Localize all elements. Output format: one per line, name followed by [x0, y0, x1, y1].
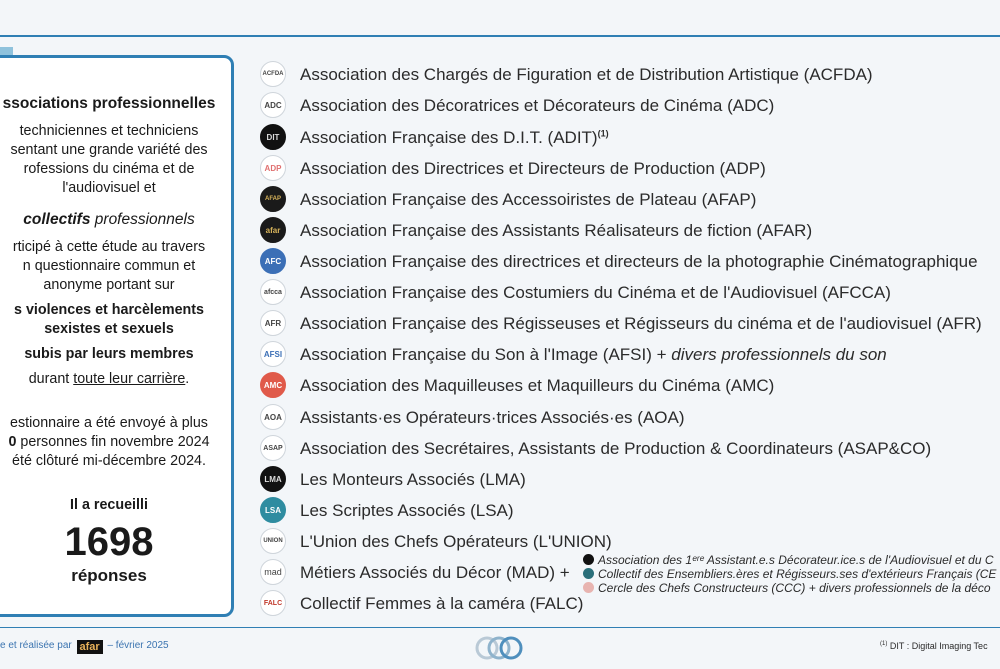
panel-sent-line — [0, 433, 234, 452]
union-logo-icon: UNION — [260, 528, 286, 554]
partner-name: Association des 1ᵉʳᵉ Assistant.e.s Décorateur.ice.s de l'Audiovisuel et du C — [598, 553, 994, 567]
panel-line: techniciennes et techniciens — [19, 123, 199, 139]
association-extra: divers professionnels du son — [671, 345, 887, 364]
footnote — [880, 641, 988, 651]
association-name: Association des Maquilleuses et Maquilleurs du Cinéma (AMC) — [300, 376, 775, 395]
response-label: réponses — [71, 566, 147, 585]
association-row-afar — [258, 215, 1000, 246]
footnote-text: DIT : Digital Imaging Tec — [889, 641, 988, 651]
afsi-logo-icon: AFSI — [260, 341, 286, 367]
afcca-logo-icon: afcca — [260, 279, 286, 305]
rings-logo-icon — [473, 635, 525, 661]
association-name: Association Française des D.I.T. (ADIT) — [300, 128, 598, 147]
association-row-adit — [258, 122, 1000, 153]
amc-logo-icon: AMC — [260, 372, 286, 398]
footer-date: – février 2025 — [107, 640, 169, 651]
partner-name: Collectif des Ensembliers.ères et Régisseurs.ses d'extérieurs Français (CE — [598, 567, 997, 581]
partner-name: Cercle des Chefs Constructeurs (CCC) + divers professionnels de la déco — [598, 581, 991, 595]
lsa-logo-icon: LSA — [260, 497, 286, 523]
association-name: Association Française des Accessoiristes de Plateau (AFAP) — [300, 190, 757, 209]
association-name: Association Française des Assistants Réalisateurs de fiction (AFAR) — [300, 221, 813, 240]
association-row-afcca — [258, 277, 1000, 308]
aoa-logo-icon: AOA — [260, 404, 286, 430]
footer-credit — [0, 640, 169, 654]
panel-line: été clôturé mi-décembre 2024. — [12, 453, 206, 469]
partner-logo-icon — [583, 554, 594, 565]
footnote-marker: (1) — [597, 128, 609, 139]
partner-logo-icon — [583, 582, 594, 593]
association-name: Association des Chargés de Figuration et de Distribution Artistique (ACFDA) — [300, 65, 873, 84]
acfda-logo-icon: ACFDA — [260, 61, 286, 87]
panel-underlined: toute leur carrière — [73, 371, 186, 387]
association-name: Association des Secrétaires, Assistants de Production & Coordinateurs (ASAP&CO) — [300, 439, 932, 458]
panel-text: personnes fin novembre 2024 — [16, 434, 210, 450]
panel-collectifs-line — [0, 210, 234, 229]
association-name: Association Française des Costumiers du Cinéma et de l'Audiovisuel (AFCCA) — [300, 283, 891, 302]
afc-logo-icon: AFC — [260, 248, 286, 274]
panel-carriere-line — [0, 370, 234, 389]
panel-line: n questionnaire commun et — [22, 258, 196, 274]
footer-prefix: e et réalisée par — [0, 640, 72, 651]
adc-logo-icon: ADC — [260, 92, 286, 118]
adp-logo-icon: ADP — [260, 155, 286, 181]
panel-line: anonyme portant sur — [43, 277, 175, 293]
association-row-afap — [258, 184, 1000, 215]
panel-collectifs-bold: collectifs — [23, 211, 91, 228]
association-name: Association Française du Son à l'Image (AFSI) + — [300, 345, 672, 364]
dit-logo-icon: DIT — [260, 124, 286, 150]
association-name: Association des Directrices et Directeurs de Production (ADP) — [300, 159, 766, 178]
association-name: Les Scriptes Associés (LSA) — [300, 501, 514, 520]
panel-line: estionnaire a été envoyé à plus — [10, 415, 208, 431]
response-count: 1698 — [64, 520, 154, 564]
panel-text: . — [185, 371, 190, 387]
afap-logo-icon: AFAP — [260, 186, 286, 212]
association-row-adc — [258, 90, 1000, 121]
bottom-rule — [0, 627, 1000, 628]
panel-line: subis par leurs membres — [24, 346, 194, 362]
association-name: Les Monteurs Associés (LMA) — [300, 470, 526, 489]
lma-logo-icon: LMA — [260, 466, 286, 492]
panel-line: l'audiovisuel et — [62, 180, 156, 196]
panel-line: sentant une grande variété des — [10, 142, 208, 158]
association-name-line — [300, 128, 609, 148]
mad-partner-item — [583, 581, 991, 596]
panel-line: rofessions du cinéma et de — [23, 161, 195, 177]
association-row-amc — [258, 370, 1000, 401]
association-name-line — [300, 345, 887, 365]
association-name: Métiers Associés du Décor (MAD) + — [300, 563, 570, 582]
panel-text: durant — [28, 371, 74, 387]
mad-partner-item — [583, 553, 994, 568]
partner-logo-icon — [583, 568, 594, 579]
association-row-asap — [258, 433, 1000, 464]
panel-heading: ssociations professionnelles — [2, 95, 216, 112]
panel-recueilli: Il a recueilli — [70, 497, 148, 513]
summary-panel — [0, 55, 234, 617]
panel-line: sexistes et sexuels — [44, 321, 174, 337]
afr-logo-icon: AFR — [260, 310, 286, 336]
footnote-marker: (1) — [880, 641, 888, 647]
association-row-lma — [258, 464, 1000, 495]
association-name: L'Union des Chefs Opérateurs (L'UNION) — [300, 532, 612, 551]
association-name: Association Française des Régisseuses et Régisseurs du cinéma et de l'audiovisuel (AFR) — [300, 314, 982, 333]
association-row-acfda — [258, 59, 1000, 90]
top-rule — [0, 35, 1000, 37]
association-row-afsi — [258, 339, 1000, 370]
association-name: Assistants·es Opérateurs·trices Associés·es (AOA) — [300, 408, 685, 427]
asap-logo-icon: ASAP — [260, 435, 286, 461]
association-row-adp — [258, 153, 1000, 184]
association-row-afc — [258, 246, 1000, 277]
mad-partner-item — [583, 567, 996, 582]
association-name: Collectif Femmes à la caméra (FALC) — [300, 594, 584, 613]
afar-logo-icon: afar — [260, 217, 286, 243]
afar-footer-logo: afar — [77, 640, 103, 654]
association-name: Association des Décoratrices et Décorateurs de Cinéma (ADC) — [300, 96, 775, 115]
association-row-lsa — [258, 495, 1000, 526]
association-row-aoa — [258, 402, 1000, 433]
association-row-afr — [258, 308, 1000, 339]
panel-bold-number: 0 — [8, 434, 17, 450]
falc-logo-icon: FALC — [260, 590, 286, 616]
panel-collectifs-text: professionnels — [94, 211, 195, 228]
panel-line: s violences et harcèlements — [14, 302, 204, 318]
mad-logo-icon: mad — [260, 559, 286, 585]
panel-line: rticipé à cette étude au travers — [12, 239, 206, 255]
association-name: Association Française des directrices et directeurs de la photographie Cinématographique — [300, 252, 978, 271]
